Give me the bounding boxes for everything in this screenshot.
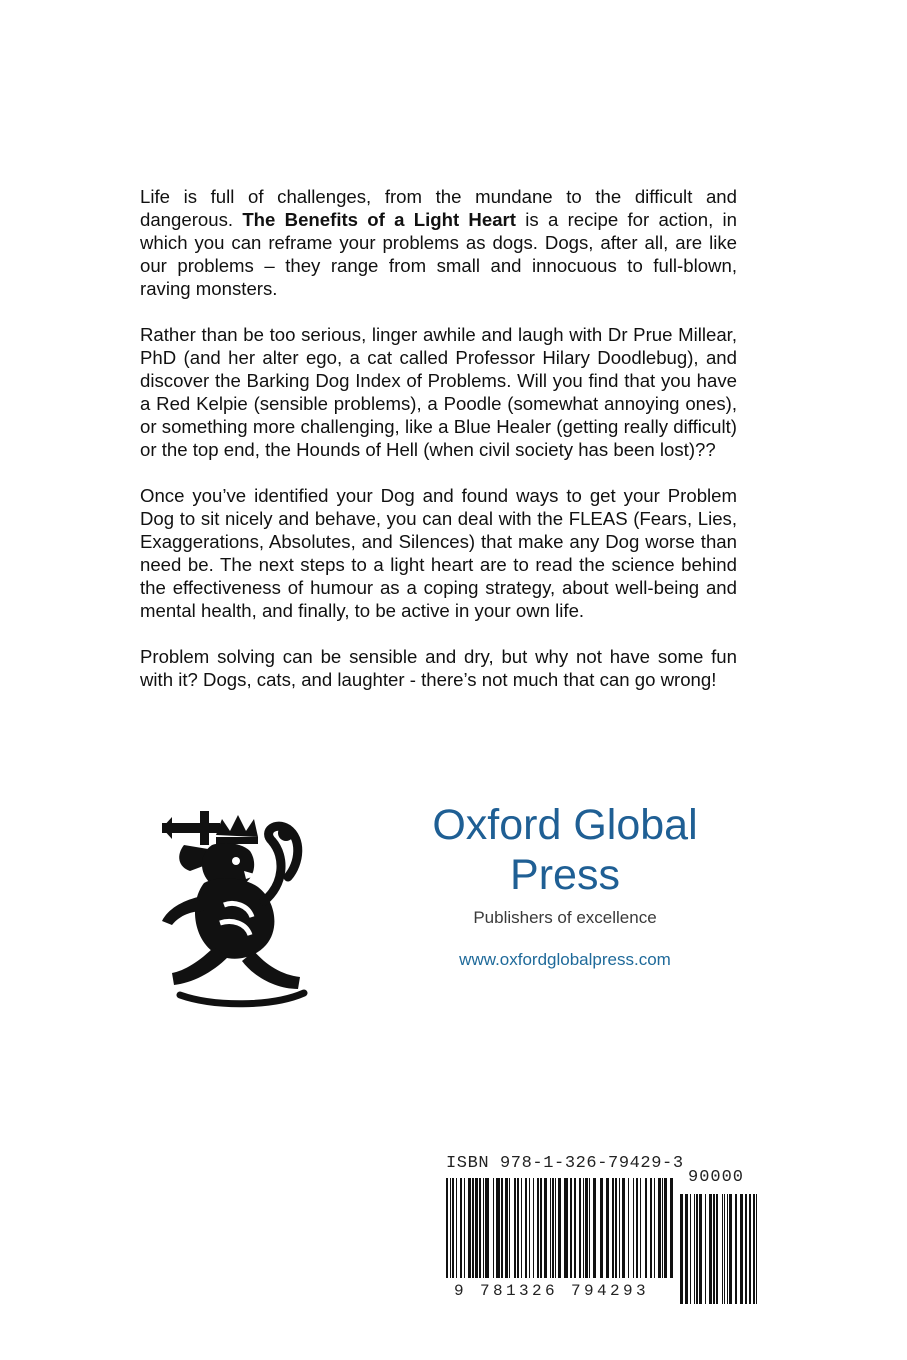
barcode-bar — [555, 1178, 556, 1278]
barcode-bar — [460, 1178, 462, 1278]
barcode-bar — [636, 1178, 638, 1278]
barcode-bar — [699, 1194, 702, 1304]
barcode-bar — [570, 1178, 572, 1278]
ean-digits: 9 781326 794293 — [454, 1282, 650, 1300]
barcode-bar — [574, 1178, 576, 1278]
blurb-paragraph-3: Once you’ve identified your Dog and found ways to get your Problem Dog to sit nicely and behave, you can deal with the FLEAS (Fears, Lies, Exaggerations, Absolutes, and Silences) that make any Dog worse than need be. The next steps to a light heart are to read the science behind the effectiveness of humour as a coping strategy, about well-being and mental health, and finally, to be active in your own life. — [140, 485, 737, 621]
barcode-bar — [670, 1178, 673, 1278]
heraldic-lion-icon — [154, 805, 344, 1010]
isbn-barcode — [444, 1154, 764, 1304]
barcode-bar — [685, 1194, 688, 1304]
barcode-bar — [640, 1178, 641, 1278]
barcode-bar — [496, 1178, 500, 1278]
barcode-bar — [517, 1178, 519, 1278]
isbn-addon-label: 90000 — [688, 1168, 745, 1187]
barcode-bar — [509, 1178, 510, 1278]
barcode-bar — [713, 1194, 715, 1304]
barcode-bar — [589, 1178, 590, 1278]
publisher-name-line-1: Oxford Global — [432, 801, 698, 849]
barcode-bar — [501, 1178, 503, 1278]
barcode-bar — [558, 1178, 561, 1278]
barcode-bar — [612, 1178, 614, 1278]
barcode-bar — [606, 1178, 609, 1278]
publisher-name-line-2: Press — [510, 851, 620, 899]
barcode-bar — [600, 1178, 603, 1278]
barcode-bar — [468, 1178, 471, 1278]
barcode-bar — [745, 1194, 747, 1304]
barcode-bar — [628, 1178, 629, 1278]
blurb-paragraph-2: Rather than be too serious, linger awhile and laugh with Dr Prue Millear, PhD (and her alter ego, a cat called Professor Hilary Doodlebug), and discover the Barking Dog Index of Problems. Will you find that you have a Red Kelpie (sensible problems), a Poodle (somewhat annoying ones), or something more challenging, like a Blue Healer (getting really difficult) or the top end, the Hounds of Hell (when civil society has been lost)?? — [140, 324, 737, 460]
barcode-bar — [544, 1178, 547, 1278]
barcode-bar — [450, 1178, 451, 1278]
barcode-bar — [690, 1194, 691, 1304]
barcode-bar — [727, 1194, 728, 1304]
barcode-bar — [664, 1178, 667, 1278]
barcode-bar — [662, 1178, 663, 1278]
barcode-bar — [756, 1194, 757, 1304]
publisher-tagline: Publishers of excellence — [473, 908, 657, 927]
barcode-bar — [505, 1178, 508, 1278]
barcode-bar — [716, 1194, 718, 1304]
barcode-bar — [740, 1194, 743, 1304]
barcode-bar — [619, 1178, 620, 1278]
barcode-bar — [446, 1178, 448, 1278]
back-cover-blurb — [140, 185, 737, 714]
barcode-bar — [680, 1194, 683, 1304]
barcode-bar — [493, 1178, 494, 1278]
barcode-bar — [735, 1194, 737, 1304]
isbn-label: ISBN 978-1-326-79429-3 — [446, 1154, 684, 1173]
barcode-bar — [694, 1194, 695, 1304]
book-title: The Benefits of a Light Heart — [242, 209, 516, 230]
barcode-bar — [645, 1178, 647, 1278]
barcode-bar — [475, 1178, 478, 1278]
barcode-bar — [633, 1178, 634, 1278]
barcode-bar — [540, 1178, 542, 1278]
barcode-bar — [525, 1178, 527, 1278]
barcode-bar — [514, 1178, 516, 1278]
barcode-bar — [585, 1178, 588, 1278]
publisher-url[interactable]: www.oxfordglobalpress.com — [459, 950, 671, 969]
barcode-bar — [550, 1178, 551, 1278]
barcode-bar — [709, 1194, 712, 1304]
barcode-bar — [537, 1178, 539, 1278]
barcode-bar — [749, 1194, 751, 1304]
barcode-bar — [452, 1178, 454, 1278]
barcode-bar — [479, 1178, 481, 1278]
barcode-bar — [722, 1194, 723, 1304]
barcode-bar — [529, 1178, 530, 1278]
barcode-bar — [533, 1178, 534, 1278]
barcode-bar — [483, 1178, 484, 1278]
barcode-bar — [724, 1194, 725, 1304]
barcode-bar — [564, 1178, 568, 1278]
barcode-bar — [705, 1194, 706, 1304]
publisher-block — [400, 800, 730, 970]
barcode-bar — [615, 1178, 617, 1278]
blurb-paragraph-1: Life is full of challenges, from the mundane to the difficult and dangerous. The Benefits of a Light Heart is a recipe for action, in which you can reframe your problems as dogs. Dogs, after all, are like our problems – they range from small and innocuous to full-blown, raving monsters. — [140, 186, 737, 299]
barcode-bar — [729, 1194, 732, 1304]
barcode-bar — [472, 1178, 474, 1278]
barcode-bar — [579, 1178, 581, 1278]
barcode-bar — [650, 1178, 652, 1278]
blurb-paragraph-4: Problem solving can be sensible and dry, but why not have some fun with it? Dogs, cats, and laughter - there’s not much that can go wrong! — [140, 646, 737, 690]
barcode-bar — [464, 1178, 465, 1278]
barcode-bar — [456, 1178, 457, 1278]
barcode-bar — [654, 1178, 655, 1278]
barcode-bar — [583, 1178, 584, 1278]
barcode-bar — [696, 1194, 698, 1304]
barcode-bar — [521, 1178, 522, 1278]
barcode-bar — [552, 1178, 554, 1278]
barcode-bar — [658, 1178, 661, 1278]
barcode-bar — [593, 1178, 596, 1278]
barcode-bar — [753, 1194, 755, 1304]
barcode-bar — [622, 1178, 625, 1278]
barcode-bar — [485, 1178, 489, 1278]
